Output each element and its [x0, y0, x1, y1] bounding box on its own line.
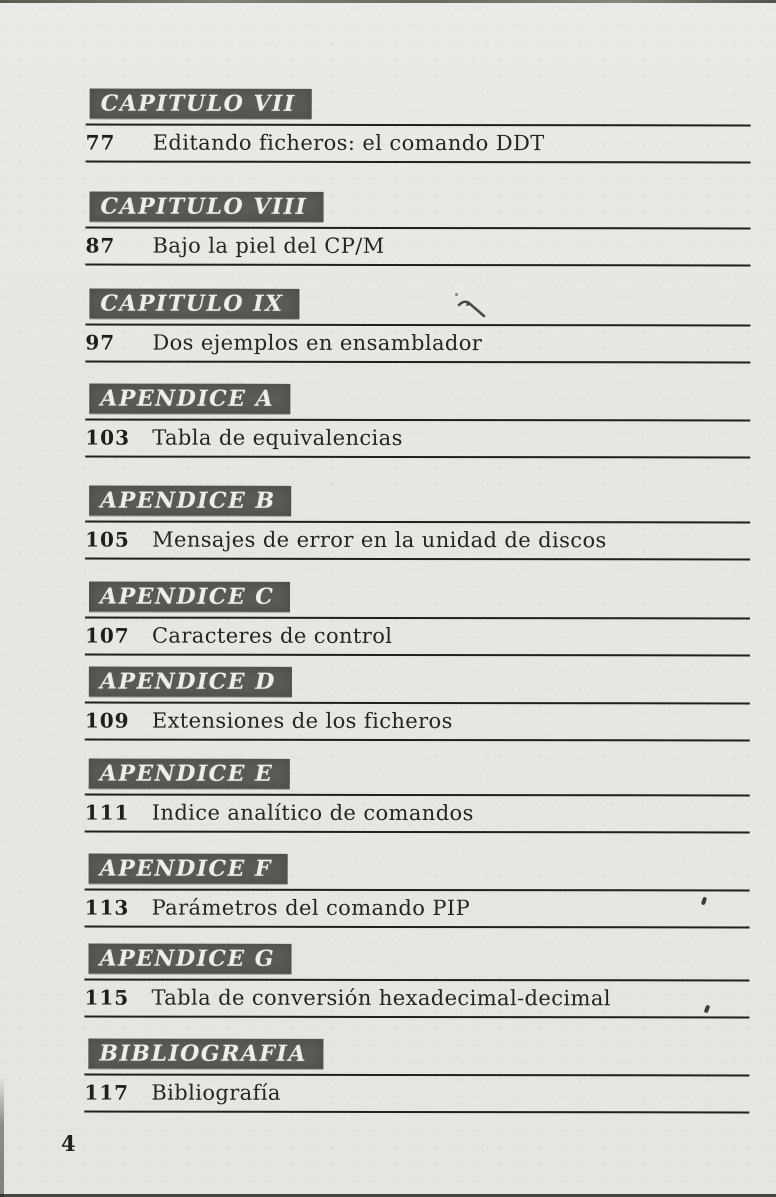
entry-title: Indice analítico de comandos: [151, 800, 474, 826]
section-badge: APENDICE F: [89, 854, 288, 884]
entry-title: Mensajes de error en la unidad de discos: [152, 527, 607, 553]
toc-section: [85, 384, 750, 459]
section-badge: APENDICE C: [89, 582, 290, 612]
entry-page-number: 87: [85, 233, 116, 258]
toc-entry: [85, 324, 750, 364]
section-badge: APENDICE A: [89, 384, 290, 414]
section-badge: APENDICE D: [89, 667, 292, 697]
toc-entry: [86, 124, 751, 164]
section-badge: APENDICE G: [88, 944, 291, 974]
page-number: 4: [61, 1131, 76, 1156]
entry-title: Tabla de conversión hexadecimal-decimal: [151, 985, 611, 1011]
entry-title: Bibliografía: [151, 1080, 281, 1105]
toc-section: [85, 854, 750, 929]
toc-section: [85, 667, 750, 742]
toc-section: [85, 289, 750, 364]
toc-section: [85, 192, 750, 267]
entry-title: Dos ejemplos en ensamblador: [152, 330, 483, 356]
toc-section: [86, 89, 751, 164]
entry-page-number: 105: [85, 527, 130, 552]
toc-entry: [85, 702, 750, 742]
entry-title: Bajo la piel del CP/M: [152, 233, 385, 258]
section-badge: CAPITULO VIII: [90, 192, 324, 222]
entry-title: Parámetros del comando PIP: [151, 895, 471, 921]
section-badge: APENDICE E: [89, 759, 290, 789]
entry-title: Editando ficheros: el comando DDT: [152, 130, 545, 156]
entry-page-number: 115: [84, 985, 130, 1010]
scan-speck: [455, 293, 458, 296]
entry-page-number: 113: [84, 895, 130, 920]
toc-section: [85, 759, 750, 834]
toc-entry: [84, 1074, 749, 1114]
toc-entry: [85, 617, 750, 657]
toc-entry: [84, 979, 749, 1019]
section-badge: APENDICE B: [89, 486, 291, 516]
entry-title: Tabla de equivalencias: [152, 425, 403, 450]
scan-edge-top: [0, 0, 776, 3]
toc-entry: [85, 794, 750, 834]
toc-entry: [85, 889, 750, 929]
toc-section: [84, 944, 749, 1019]
section-badge: CAPITULO VII: [90, 89, 312, 119]
table-of-contents: [84, 89, 750, 1135]
entry-page-number: 77: [85, 130, 116, 155]
toc-entry: [85, 521, 750, 561]
toc-entry: [85, 227, 750, 267]
section-badge: BIBLIOGRAFIA: [88, 1039, 323, 1069]
entry-page-number: 103: [85, 425, 131, 450]
scan-edge-smudge: [0, 1077, 4, 1197]
pen-mark-artifact: [457, 299, 489, 321]
entry-page-number: 97: [85, 330, 116, 355]
section-badge: CAPITULO IX: [89, 289, 299, 319]
toc-section: [84, 1039, 749, 1114]
entry-title: Caracteres de control: [151, 623, 393, 648]
entry-page-number: 107: [84, 623, 130, 648]
entry-page-number: 109: [84, 708, 130, 733]
entry-title: Extensiones de los ficheros: [151, 708, 453, 734]
toc-entry: [85, 419, 750, 459]
toc-section: [85, 582, 750, 657]
entry-page-number: 111: [84, 800, 130, 825]
toc-section: [85, 486, 750, 561]
entry-page-number: 117: [84, 1080, 130, 1105]
